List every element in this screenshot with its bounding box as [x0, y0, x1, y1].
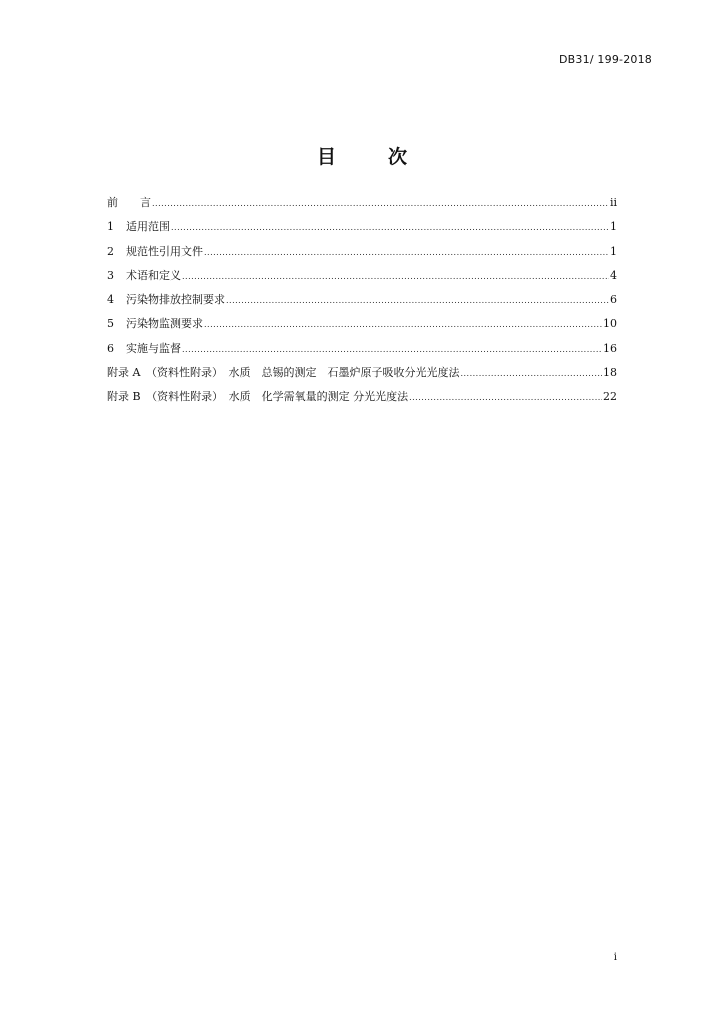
title-char-2: 次: [388, 146, 408, 168]
toc-leader: [460, 369, 602, 378]
toc-page-number: 1: [610, 244, 617, 258]
toc-section-number: 4: [107, 293, 114, 307]
toc-leader: [226, 296, 609, 305]
toc-entry-foreword[interactable]: [107, 194, 617, 218]
toc-entry-monitoring[interactable]: [107, 315, 617, 339]
toc-section-number: 2: [107, 244, 114, 258]
toc-page-number: 10: [603, 317, 617, 331]
toc-leader: [204, 248, 609, 257]
toc-label: 3 术语和定义: [107, 268, 181, 282]
toc-entry-appendix-a[interactable]: [107, 364, 617, 388]
toc-leader: [152, 199, 609, 208]
page-number: i: [613, 952, 617, 963]
toc-label: 5 污染物监测要求: [107, 317, 203, 331]
table-of-contents: [107, 194, 617, 413]
toc-page-number: 4: [610, 268, 617, 282]
toc-label: 前 言: [107, 196, 151, 209]
toc-entry-appendix-b[interactable]: [107, 388, 617, 412]
toc-section-number: 1: [107, 220, 114, 234]
toc-label: 1 适用范围: [107, 220, 170, 234]
toc-page-number: 6: [610, 293, 617, 307]
toc-page-number: 18: [603, 366, 617, 380]
toc-label: 附录 A （资料性附录） 水质 总锡的测定 石墨炉原子吸收分光光度法: [107, 366, 460, 380]
toc-entry-terms-definitions[interactable]: [107, 267, 617, 291]
toc-label: 4 污染物排放控制要求: [107, 293, 225, 307]
toc-leader: [204, 320, 602, 329]
toc-entry-implementation[interactable]: [107, 340, 617, 364]
document-code: DB31/ 199-2018: [559, 53, 652, 66]
toc-page-number: ii: [609, 196, 617, 209]
toc-entry-scope[interactable]: [107, 218, 617, 242]
toc-page-number: 1: [610, 220, 617, 234]
toc-leader: [409, 393, 602, 402]
toc-label: 2 规范性引用文件: [107, 244, 203, 258]
toc-entry-normative-references[interactable]: [107, 243, 617, 267]
toc-page-number: 16: [603, 341, 617, 355]
page-title: [0, 142, 724, 169]
toc-label: 6 实施与监督: [107, 341, 181, 355]
toc-entry-emission-control[interactable]: [107, 291, 617, 315]
toc-leader: [182, 272, 609, 281]
toc-leader: [182, 345, 602, 354]
toc-section-number: 6: [107, 341, 114, 355]
toc-label: 附录 B （资料性附录） 水质 化学需氧量的测定 分光光度法: [107, 390, 409, 404]
toc-page-number: 22: [603, 390, 617, 404]
title-char-1: 目: [316, 146, 336, 168]
toc-section-number: 3: [107, 268, 114, 282]
toc-section-number: 5: [107, 317, 114, 331]
toc-leader: [171, 223, 609, 232]
